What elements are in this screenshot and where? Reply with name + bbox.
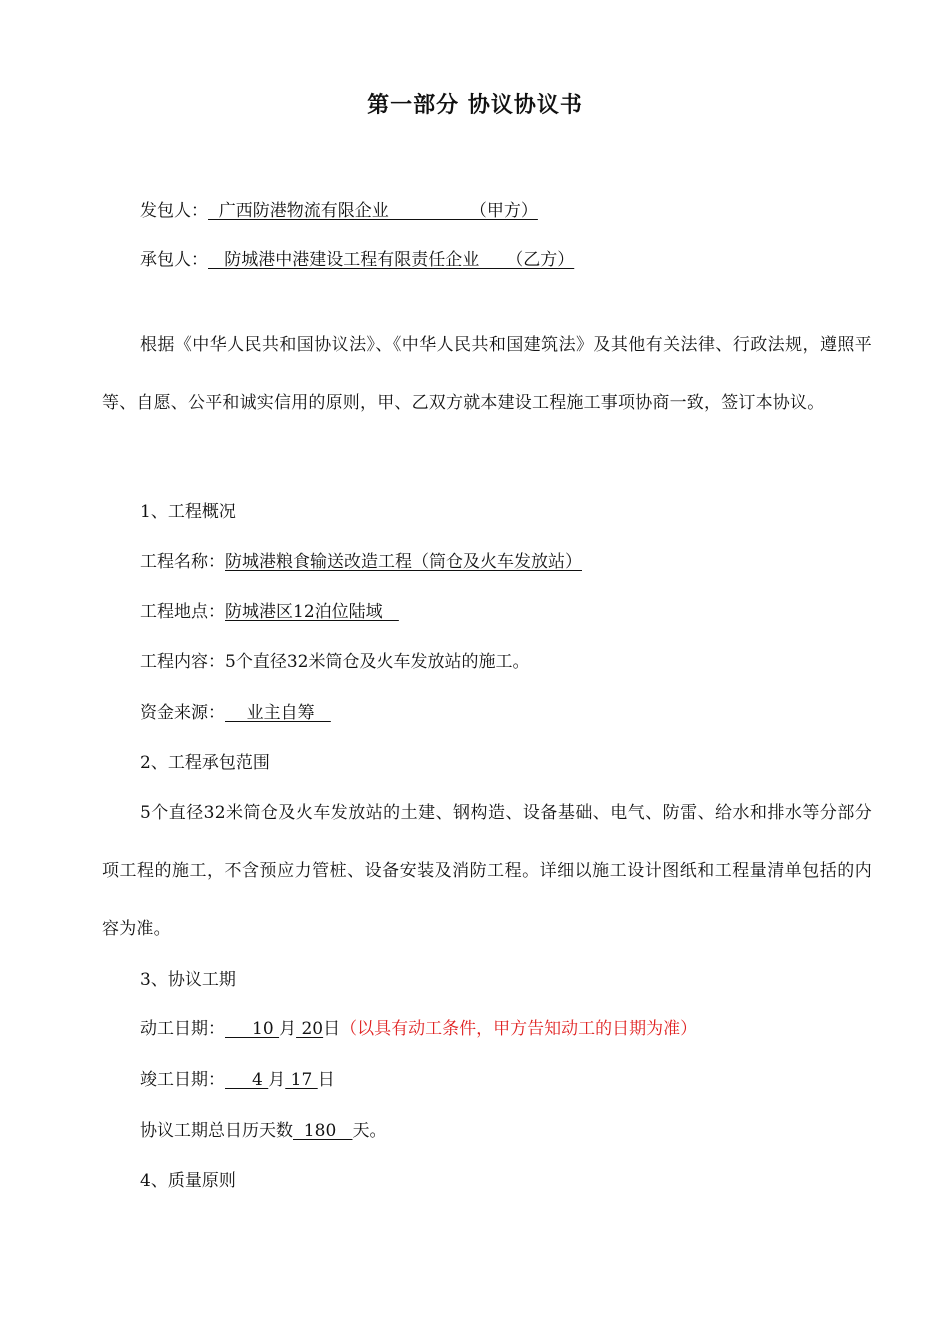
start-month-unit: 月 (279, 1019, 297, 1039)
project-name-label: 工程名称： (140, 552, 225, 572)
duration-line (140, 1119, 386, 1143)
intro-paragraph: 根据《中华人民共和国协议法》、《中华人民共和国建筑法》及其他有关法律、行政法规，遵照平等、自愿、公平和诚实信用的原则，甲、乙双方就本建设工程施工事项协商一致，签订本协议。 (102, 335, 872, 413)
project-name-value: 防城港粮食输送改造工程（筒仓及火车发放站） (225, 552, 582, 572)
start-date-label: 动工日期： (140, 1019, 225, 1039)
project-content-value: 5个直径32米筒仓及火车发放站的施工。 (225, 652, 530, 672)
page-title: 第一部分 协议协议书 (367, 93, 583, 118)
project-location-value: 防城港区12泊位陆域 (225, 602, 399, 622)
duration-value: 180 (293, 1121, 353, 1141)
employer-label: 发包人： (140, 201, 208, 221)
end-day-unit: 日 (317, 1070, 335, 1090)
end-date-line (140, 1068, 335, 1092)
fund-source-line (140, 701, 331, 725)
start-month-value: 10 (225, 1019, 280, 1039)
end-month-value: 4 (225, 1070, 269, 1090)
contractor-line (140, 248, 574, 272)
contractor-value: 防城港中港建设工程有限责任企业 （乙方） (208, 250, 575, 270)
project-content-line (140, 650, 529, 674)
contractor-label: 承包人： (140, 250, 208, 270)
section4-heading: 4、质量原则 (140, 1171, 236, 1191)
duration-unit: 天。 (352, 1121, 387, 1141)
project-location-label: 工程地点： (140, 602, 225, 622)
employer-value: 广西防港物流有限企业 （甲方） (208, 201, 538, 221)
end-date-label: 竣工日期： (140, 1070, 225, 1090)
end-month-unit: 月 (268, 1070, 286, 1090)
employer-line (140, 199, 538, 223)
section3-heading: 3、协议工期 (140, 970, 236, 990)
section2-heading: 2、工程承包范围 (140, 753, 270, 773)
start-day-unit: 日 (323, 1019, 341, 1039)
project-content-label: 工程内容： (140, 652, 225, 672)
scope-paragraph: 5个直径32米筒仓及火车发放站的土建、钢构造、设备基础、电气、防雷、给水和排水等分部分项工程的施工，不含预应力管桩、设备安装及消防工程。详细以施工设计图纸和工程量清单包括的内容为准。 (102, 803, 872, 939)
project-name-line (140, 550, 582, 574)
section1-heading: 1、工程概况 (140, 502, 236, 522)
project-location-line (140, 600, 399, 624)
start-day-value: 20 (296, 1019, 324, 1039)
start-date-line (140, 1017, 697, 1041)
end-day-value: 17 (285, 1070, 318, 1090)
duration-label: 协议工期总日历天数 (140, 1121, 293, 1141)
fund-source-label: 资金来源： (140, 703, 225, 723)
start-date-note: （以具有动工条件，甲方告知动工的日期为准） (340, 1019, 698, 1039)
fund-source-value: 业主自筹 (225, 703, 331, 723)
